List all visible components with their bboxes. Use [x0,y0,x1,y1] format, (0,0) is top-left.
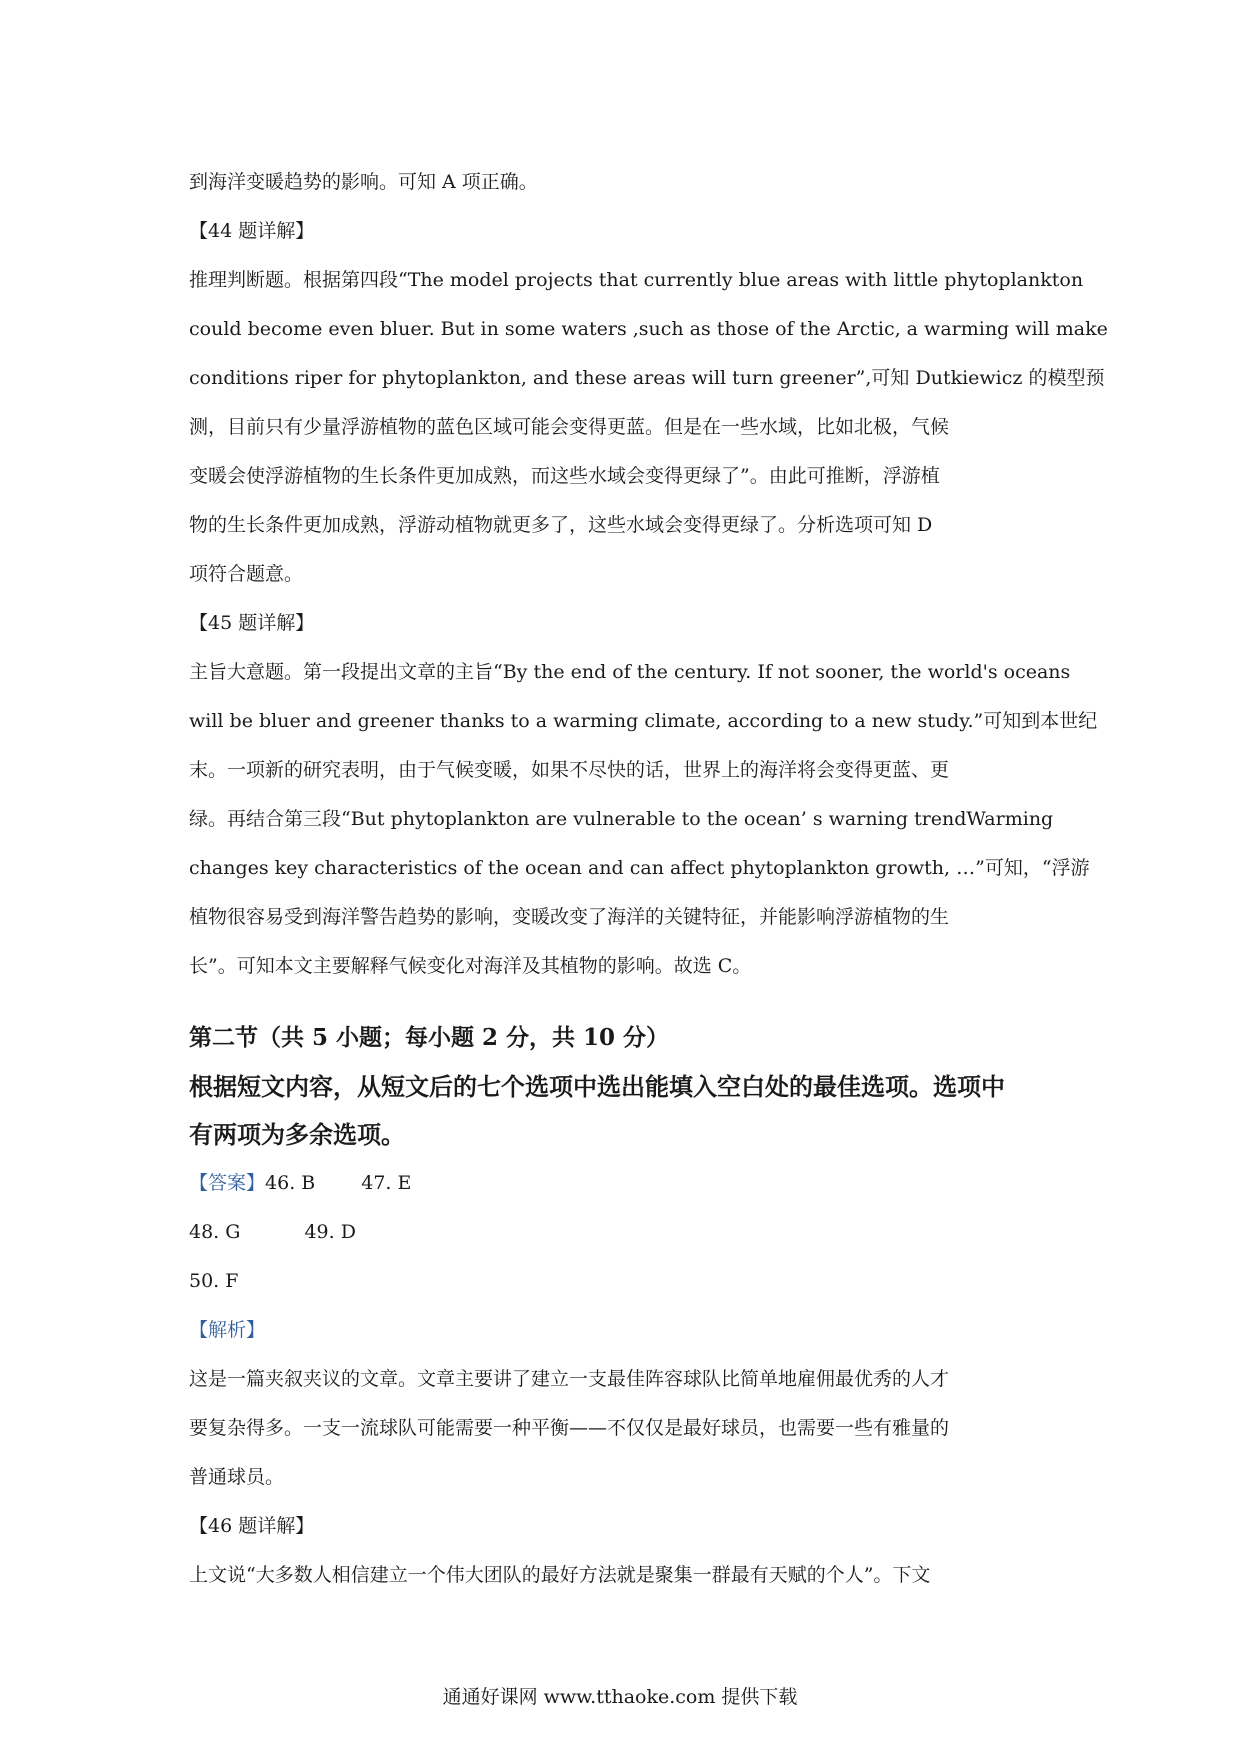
text-line: conditions riper for phytoplankton, and these areas will turn greener”,可知 Dutkiewicz 的模型预 [189,367,1105,389]
text-line: 物的生长条件更加成熟，浮游动植物就更多了，这些水域会变得更绿了。分析选项可知 D [189,514,933,536]
text-line: 项符合题意。 [189,563,304,585]
section-title: 第二节（共 5 小题；每小题 2 分，共 10 分） [189,1024,670,1051]
answer-48: 48. G [189,1221,241,1243]
instruction-line: 根据短文内容，从短文后的七个选项中选出能填入空白处的最佳选项。选项中 [189,1072,1005,1101]
answer-row [189,1159,1057,1208]
paragraph-q46 [189,1551,1057,1600]
paragraph-q44 [189,256,1108,599]
text-line: will be bluer and greener thanks to a warming climate, according to a new study.”可知到本世纪 [189,710,1098,732]
answer-46: 46. B [265,1172,316,1194]
text-line: 主旨大意题。第一段提出文章的主旨“By the end of the century. If not sooner, the world's oceans [189,661,1071,683]
text-line: 末。一项新的研究表明，由于气候变暖，如果不尽快的话，世界上的海洋将会变得更蓝、更 [189,759,950,781]
text-line: 植物很容易受到海洋警告趋势的影响，变暖改变了海洋的关键特征，并能影响浮游植物的生 [189,906,950,928]
text-line: 变暖会使浮游植物的生长条件更加成熟，而这些水域会变得更绿了”。由此可推断，浮游植 [189,465,940,487]
heading-q45: 【45 题详解】 [189,612,315,634]
instruction-line: 有两项为多余选项。 [189,1120,405,1149]
heading-q46: 【46 题详解】 [189,1515,315,1537]
answer-50: 50. F [189,1270,239,1292]
paragraph-q45 [189,648,1098,991]
text-line: 这是一篇夹叙夹议的文章。文章主要讲了建立一支最佳阵容球队比简单地雇佣最优秀的人才 [189,1368,950,1390]
answer-row [189,1257,1057,1306]
text-line: 推理判断题。根据第四段“The model projects that currently blue areas with little phytoplankton [189,269,1084,291]
text-line: 要复杂得多。一支一流球队可能需要一种平衡——不仅仅是最好球员，也需要一些有雅量的 [189,1417,950,1439]
text-line: 上文说“大多数人相信建立一个伟大团队的最好方法就是聚集一群最有天赋的个人”。下文 [189,1564,931,1586]
text-line: could become even bluer. But in some waters ,such as those of the Arctic, a warming will make [189,318,1108,340]
page-content [189,158,1108,1600]
text-line: 测，目前只有少量浮游植物的蓝色区域可能会变得更蓝。但是在一些水域，比如北极，气候 [189,416,950,438]
text-line: 长”。可知本文主要解释气候变化对海洋及其植物的影响。故选 C。 [189,955,752,977]
answer-47: 47. E [361,1172,412,1194]
text-line: 绿。再结合第三段“But phytoplankton are vulnerable to the ocean’ s warning trendWarming [189,808,1054,830]
answer-label: 【答案】 [189,1172,266,1194]
paragraph-continuation [189,158,1057,207]
text-line: 普通球员。 [189,1466,285,1488]
section-instruction [189,1063,1057,1159]
answer-49: 49. D [304,1221,356,1243]
analysis-label: 【解析】 [189,1319,266,1341]
text-line: 到海洋变暖趋势的影响。可知 A 项正确。 [189,171,538,193]
heading-q44: 【44 题详解】 [189,220,315,242]
answer-row [189,1208,1057,1257]
page-footer: 通通好课网 www.tthaoke.com 提供下载 [442,1686,798,1708]
paragraph-analysis [189,1355,1057,1502]
text-line: changes key characteristics of the ocean and can affect phytoplankton growth, …”可知，“浮游 [189,857,1090,879]
